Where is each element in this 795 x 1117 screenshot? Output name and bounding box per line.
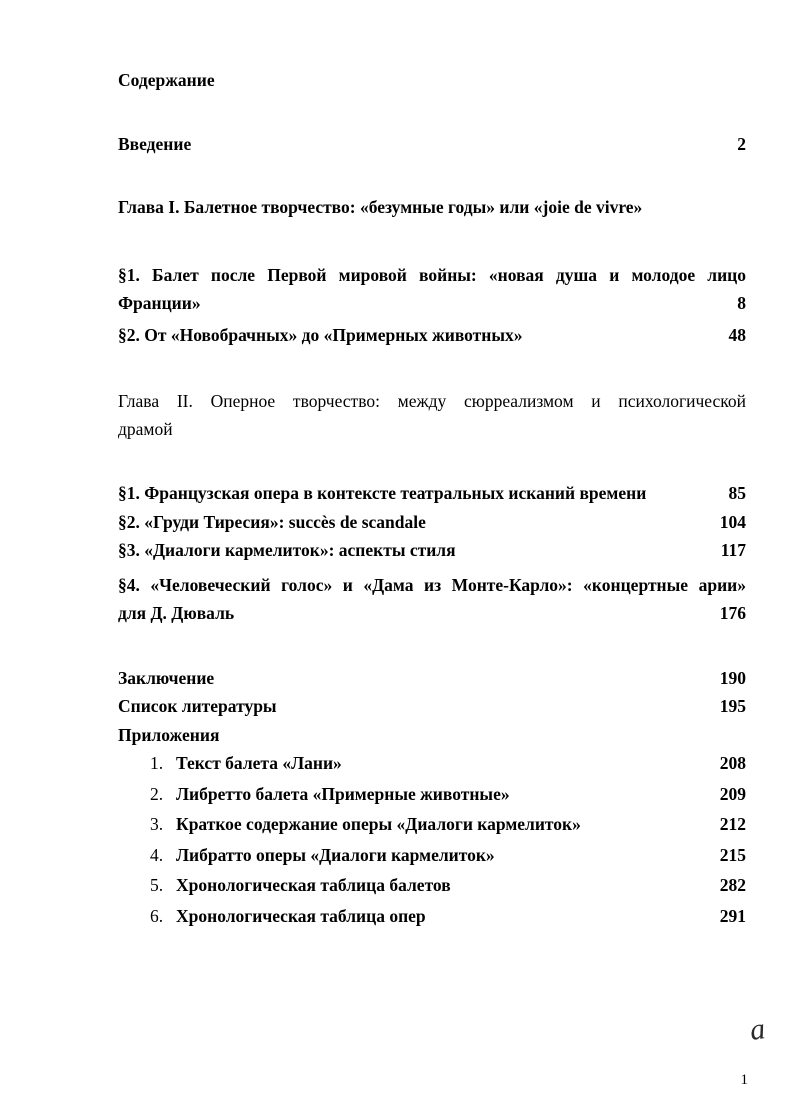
toc-entry-appendices [118, 724, 746, 745]
appendix-number: 6. [150, 905, 164, 926]
toc-entry-label: §2. «Груди Тиресия»: succès de scandale [118, 511, 426, 532]
list-item [118, 877, 746, 895]
chapter-2-heading [118, 387, 746, 444]
toc-entry-conclusion [118, 667, 746, 688]
appendix-list [118, 755, 746, 925]
page-title-text: Содержание [118, 70, 215, 90]
appendix-label: Текст балета «Лани» [176, 753, 342, 774]
toc-entry-page: 117 [720, 540, 746, 561]
toc-entry-label: §2. От «Новобрачных» до «Примерных животных» [118, 325, 523, 346]
list-item [118, 755, 746, 773]
toc-entry-line: для Д. Дюваль [118, 603, 235, 624]
list-item [118, 783, 746, 804]
toc-entry-page: 85 [728, 483, 746, 504]
appendix-label: Либретто балета «Примерные животные» [176, 783, 510, 804]
toc-entry-bibliography [118, 698, 746, 716]
toc-entry-introduction [118, 133, 746, 154]
table-of-contents [118, 72, 746, 938]
toc-entry-label: §1. Французская опера в контексте театральных исканий времени [118, 483, 647, 504]
toc-entry-label: Список литературы [118, 696, 277, 717]
toc-entry-ch1-s1 [118, 261, 746, 318]
handwritten-mark: a [747, 1012, 768, 1047]
appendix-page: 208 [719, 753, 746, 774]
appendix-number: 2. [150, 783, 164, 804]
toc-entry-page: 48 [728, 325, 746, 346]
appendix-label: Хронологическая таблица балетов [176, 875, 451, 896]
appendix-number: 3. [150, 814, 164, 835]
appendix-label: Хронологическая таблица опер [176, 905, 426, 926]
appendix-page: 209 [719, 783, 746, 804]
toc-entry-ch2-s2 [118, 511, 746, 532]
appendix-number: 5. [150, 875, 164, 896]
appendix-number: 1. [150, 753, 164, 774]
toc-entry-line: Франции» [118, 292, 201, 313]
appendix-label: Краткое содержание оперы «Диалоги кармелиток» [176, 814, 581, 835]
appendix-page: 282 [719, 875, 746, 896]
appendix-label: Либратто оперы «Диалоги кармелиток» [176, 844, 495, 865]
appendix-page: 212 [719, 814, 746, 835]
toc-entry-ch2-s4 [118, 571, 746, 628]
chapter-1-heading [118, 199, 746, 217]
toc-entry-ch1-s2 [118, 327, 746, 345]
appendix-number: 4. [150, 844, 164, 865]
appendix-page: 215 [719, 844, 746, 865]
list-item [118, 905, 746, 926]
list-item [118, 816, 746, 834]
toc-entry-line: §1. Балет после Первой мировой войны: «новая душа и молодое лицо [118, 264, 746, 285]
toc-entry-page: 176 [719, 603, 746, 624]
toc-entry-label: Заключение [118, 667, 215, 688]
appendix-page: 291 [719, 905, 746, 926]
toc-entry-page: 8 [737, 292, 746, 313]
toc-entry-label: Приложения [118, 724, 220, 745]
toc-entry-ch2-s1 [118, 485, 746, 503]
list-item [118, 844, 746, 865]
chapter-2-heading-line: драмой [118, 419, 173, 440]
chapter-2-heading-line: Глава II. Оперное творчество: между сюрреализмом и психологической [118, 390, 746, 411]
toc-entry-page: 195 [719, 696, 746, 717]
page-title [118, 72, 746, 90]
toc-entry-page: 190 [719, 667, 746, 688]
toc-entry-page: 2 [737, 133, 746, 154]
page-number: 1 [740, 1072, 748, 1088]
chapter-1-heading-text: Глава I. Балетное творчество: «безумные годы» или «joie de vivre» [118, 197, 643, 217]
toc-entry-page: 104 [719, 511, 746, 532]
toc-entry-ch2-s3 [118, 542, 746, 560]
toc-entry-label: §3. «Диалоги кармелиток»: аспекты стиля [118, 540, 456, 561]
toc-entry-line: §4. «Человеческий голос» и «Дама из Монте-Карло»: «концертные арии» [118, 574, 746, 595]
toc-entry-label: Введение [118, 133, 192, 154]
